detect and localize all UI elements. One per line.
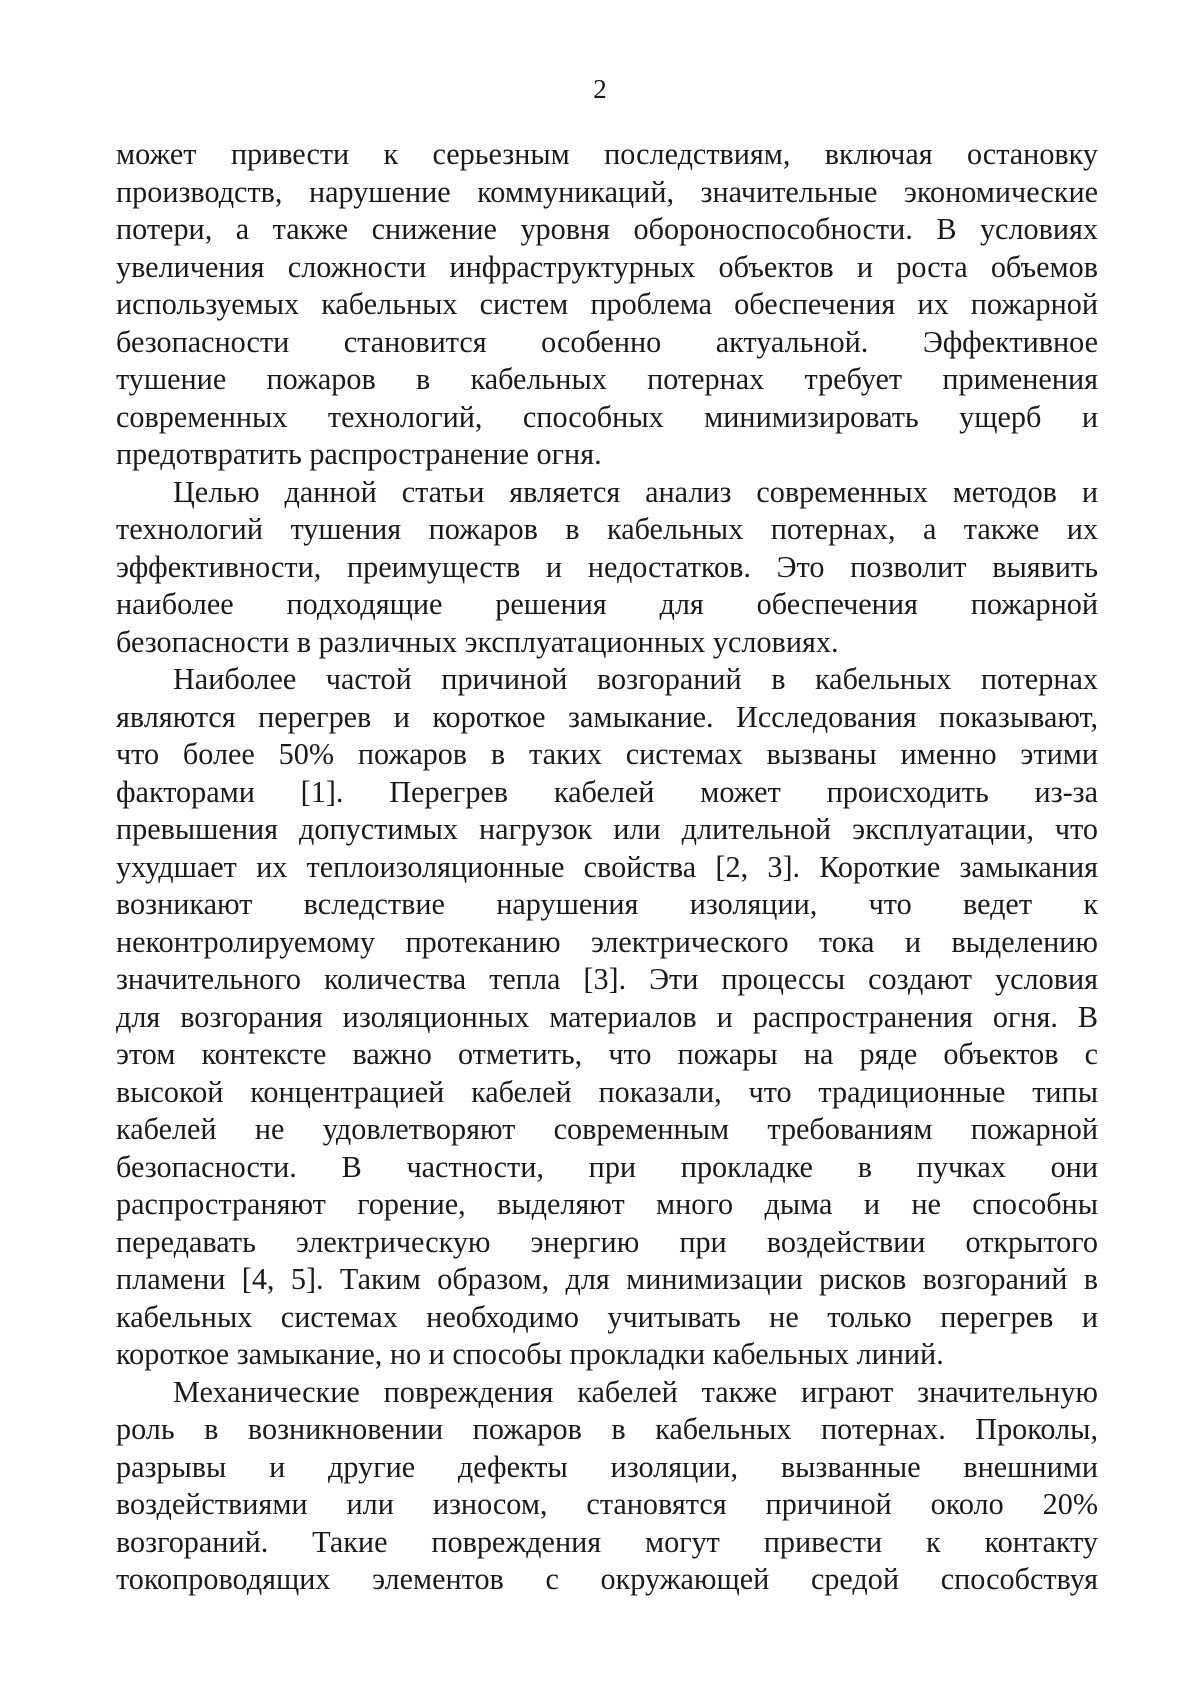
text-line: Целью данной статьи является анализ современных методов и xyxy=(173,474,1098,509)
text-line: Наиболее частой причиной возгораний в кабельных потернах xyxy=(173,662,1098,696)
text-line: являются перегрев и короткое замыкание. Исследования показывают, xyxy=(116,699,1098,734)
text-line: этом контексте важно отметить, что пожары на ряде объектов с xyxy=(116,1037,1098,1071)
text-line: безопасности в различных эксплуатационных условиях. xyxy=(116,624,839,659)
paragraph-2 xyxy=(116,474,1098,662)
text-line: потери, а также снижение уровня обороноспособности. В условиях xyxy=(116,212,1098,246)
text-line: короткое замыкание, но и способы прокладки кабельных линий. xyxy=(116,1337,944,1371)
text-line: наиболее подходящие решения для обеспечения пожарной xyxy=(116,587,1098,621)
text-line: роль в возникновении пожаров в кабельных потернах. Проколы, xyxy=(116,1412,1098,1446)
text-line: факторами [1]. Перегрев кабелей может происходить из-за xyxy=(116,774,1098,809)
text-line: передавать электрическую энергию при воздействии открытого xyxy=(116,1224,1098,1259)
text-line: распространяют горение, выделяют много дыма и не способны xyxy=(116,1187,1098,1221)
text-line: кабельных системах необходимо учитывать не только перегрев и xyxy=(116,1299,1098,1334)
text-line: пламени [4, 5]. Таким образом, для минимизации рисков возгораний в xyxy=(116,1262,1098,1296)
text-line: предотвратить распространение огня. xyxy=(116,437,602,471)
text-line: воздействиями или износом, становятся причиной около 20% xyxy=(116,1487,1098,1521)
text-line: превышения допустимых нагрузок или длительной эксплуатации, что xyxy=(116,812,1098,846)
text-line: производств, нарушение коммуникаций, значительные экономические xyxy=(116,174,1098,209)
text-line: для возгорания изоляционных материалов и распространения огня. В xyxy=(116,999,1098,1034)
text-line: значительного количества тепла [3]. Эти процессы создают условия xyxy=(116,962,1098,996)
paragraph-1 xyxy=(116,136,1098,474)
paragraph-4 xyxy=(116,1374,1098,1599)
text-line: высокой концентрацией кабелей показали, что традиционные типы xyxy=(116,1074,1098,1109)
page-number: 2 xyxy=(593,74,607,104)
text-line: токопроводящих элементов с окружающей средой способствуя xyxy=(116,1562,1098,1596)
text-line: используемых кабельных систем проблема обеспечения их пожарной xyxy=(116,287,1098,321)
text-line: Механические повреждения кабелей также играют значительную xyxy=(173,1374,1098,1409)
text-line: безопасности. В частности, при прокладке в пучках они xyxy=(116,1149,1098,1184)
text-line: что более 50% пожаров в таких системах вызваны именно этими xyxy=(116,737,1098,771)
text-line: увеличения сложности инфраструктурных объектов и роста объемов xyxy=(116,249,1098,284)
text-line: тушение пожаров в кабельных потернах требует применения xyxy=(116,362,1098,396)
text-line: возникают вследствие нарушения изоляции, что ведет к xyxy=(116,887,1098,921)
text-line: безопасности становится особенно актуальной. Эффективное xyxy=(116,324,1098,359)
text-line: технологий тушения пожаров в кабельных потернах, а также их xyxy=(116,512,1098,546)
text-line: возгораний. Такие повреждения могут привести к контакту xyxy=(116,1524,1098,1559)
text-line: неконтролируемому протеканию электрического тока и выделению xyxy=(116,924,1098,959)
text-line: может привести к серьезным последствиям, включая остановку xyxy=(116,137,1098,171)
text-line: эффективности, преимуществ и недостатков. Это позволит выявить xyxy=(116,549,1098,584)
text-line: кабелей не удовлетворяют современным требованиям пожарной xyxy=(116,1112,1098,1146)
text-line: ухудшает их теплоизоляционные свойства [2, 3]. Короткие замыкания xyxy=(116,849,1098,884)
paragraph-3 xyxy=(116,661,1098,1374)
text-line: современных технологий, способных минимизировать ущерб и xyxy=(116,399,1098,434)
text-line: разрывы и другие дефекты изоляции, вызванные внешними xyxy=(116,1449,1098,1484)
body-text xyxy=(116,136,1098,1599)
